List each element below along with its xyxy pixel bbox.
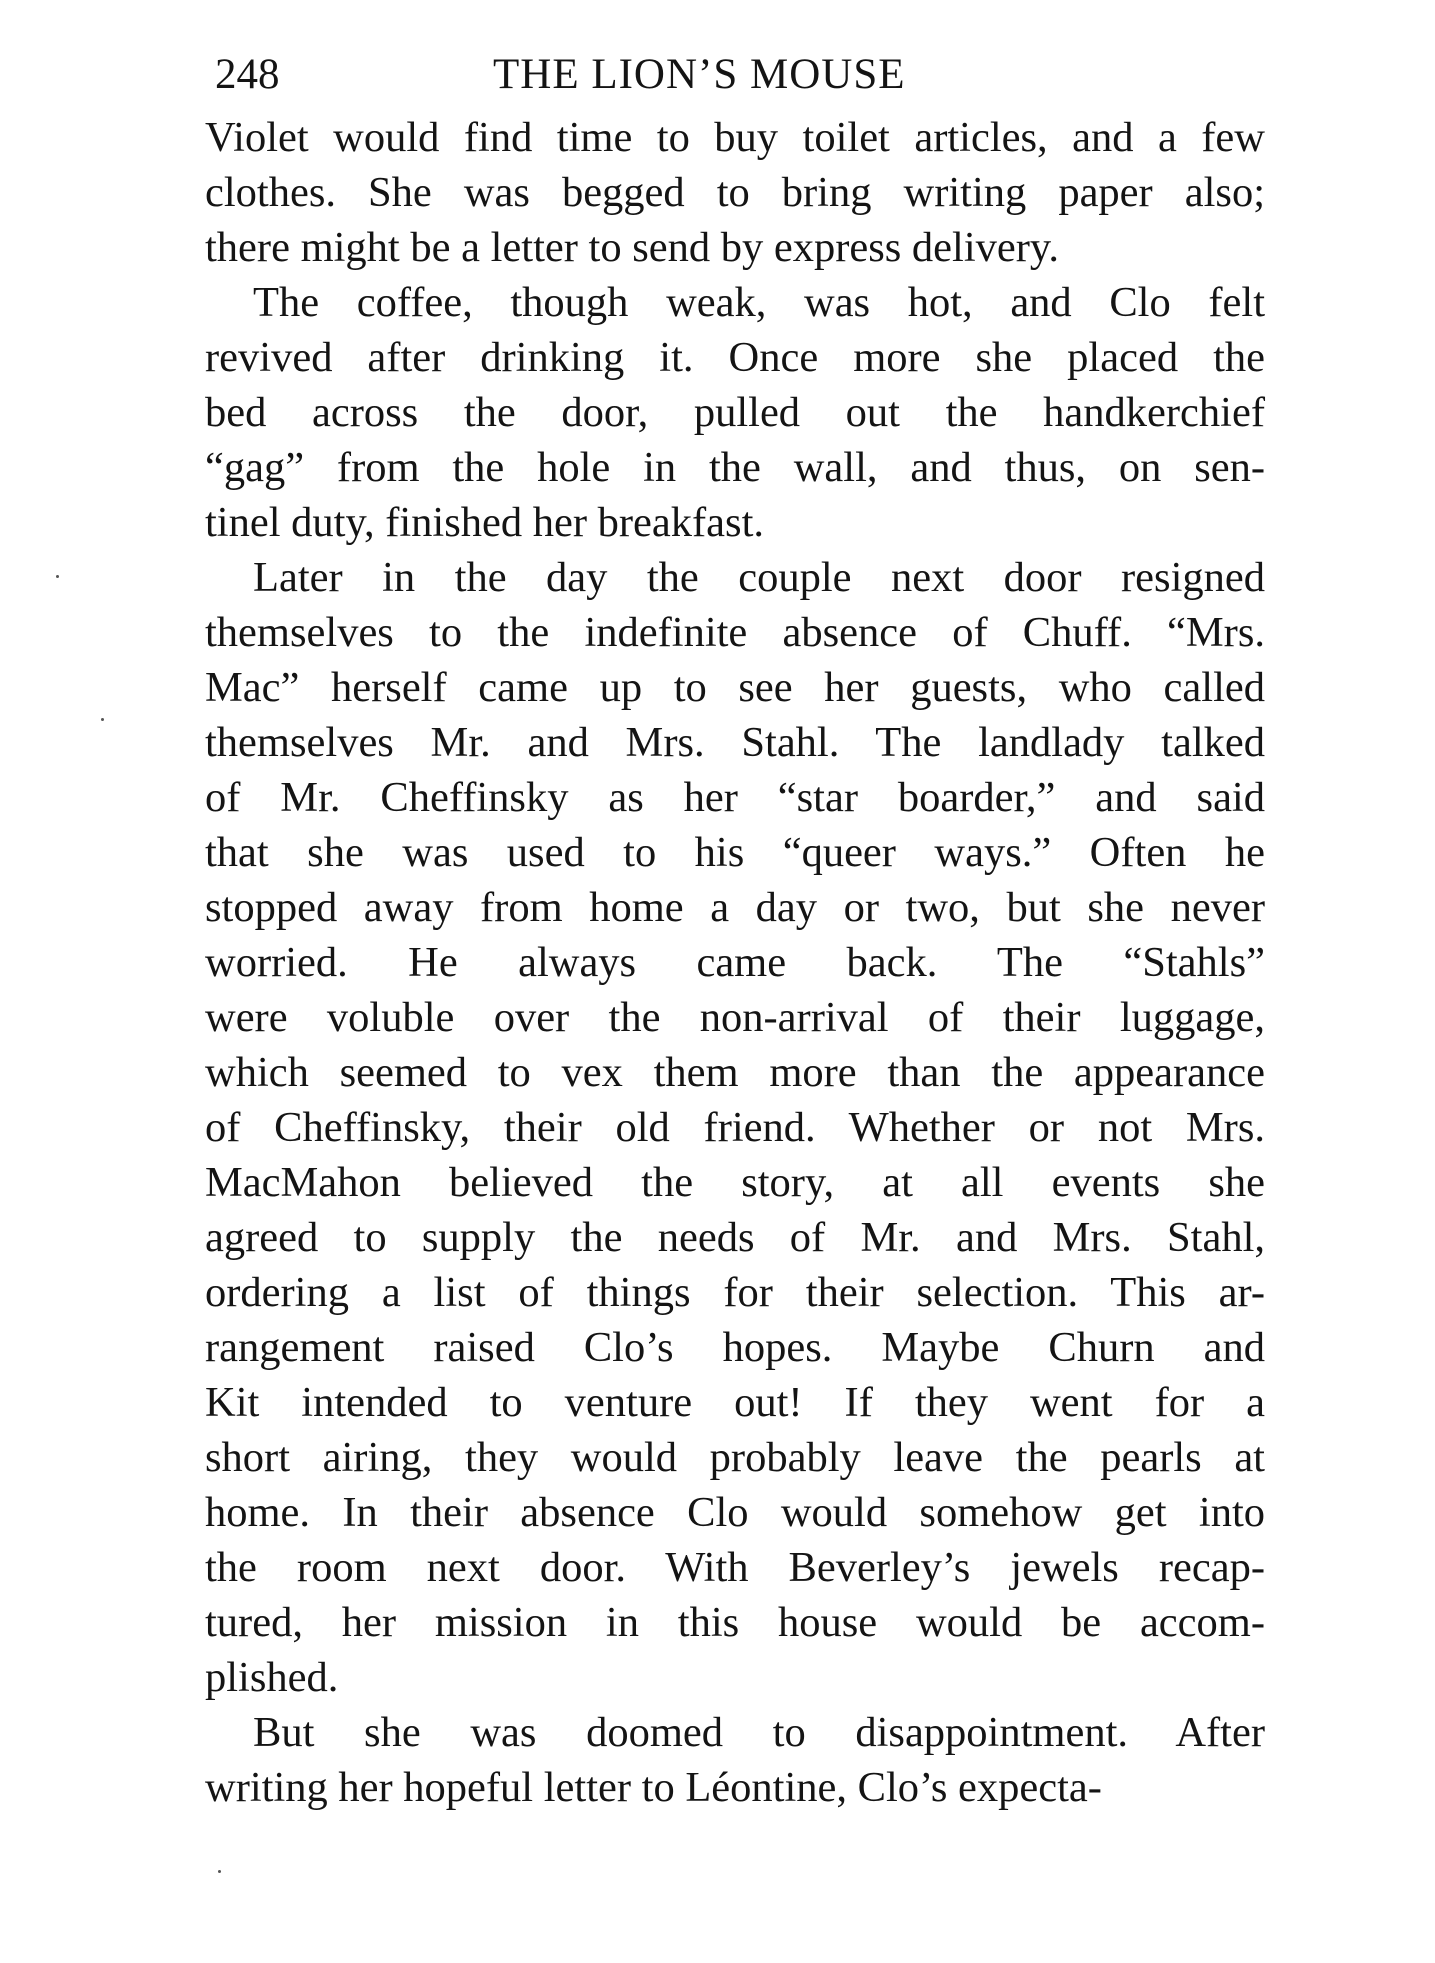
paragraph: [205, 110, 1265, 275]
text-line: MacMahon believed the story, at all events she: [205, 1159, 1265, 1206]
paragraph: [205, 275, 1265, 550]
text-line: ordering a list of things for their selection. This ar-: [205, 1269, 1265, 1316]
scan-speck: [101, 718, 104, 721]
text-line: Mac” herself came up to see her guests, who called: [205, 664, 1265, 711]
scan-speck: [56, 575, 59, 578]
text-line: Kit intended to venture out! If they went for a: [205, 1379, 1265, 1426]
text-line: were voluble over the non-arrival of their luggage,: [205, 994, 1265, 1041]
text-line: of Mr. Cheffinsky as her “star boarder,” and said: [205, 774, 1265, 821]
paragraph: [205, 1705, 1265, 1815]
text-line: Later in the day the couple next door resigned: [253, 554, 1265, 601]
scan-speck: [218, 1870, 221, 1873]
text-line: short airing, they would probably leave the pearls at: [205, 1434, 1265, 1481]
text-line: But she was doomed to disappointment. After: [253, 1709, 1265, 1756]
text-line: The coffee, though weak, was hot, and Clo felt: [253, 279, 1265, 326]
text-line: “gag” from the hole in the wall, and thus, on sen-: [205, 444, 1265, 491]
body-text: [205, 110, 1265, 1815]
text-line: themselves Mr. and Mrs. Stahl. The landlady talked: [205, 719, 1265, 766]
text-line: stopped away from home a day or two, but she never: [205, 884, 1265, 931]
text-line: the room next door. With Beverley’s jewels recap-: [205, 1544, 1265, 1591]
paragraph: [205, 550, 1265, 1705]
text-line: agreed to supply the needs of Mr. and Mrs. Stahl,: [205, 1214, 1265, 1261]
text-line: bed across the door, pulled out the handkerchief: [205, 389, 1265, 436]
text-line: revived after drinking it. Once more she placed the: [205, 334, 1265, 381]
text-line: tured, her mission in this house would be accom-: [205, 1599, 1265, 1646]
text-line: of Cheffinsky, their old friend. Whether or not Mrs.: [205, 1104, 1265, 1151]
running-title: THE LION’S MOUSE: [493, 51, 906, 98]
text-line: which seemed to vex them more than the appearance: [205, 1049, 1265, 1096]
page-number: 248: [215, 51, 280, 98]
text-line: rangement raised Clo’s hopes. Maybe Churn and: [205, 1324, 1265, 1371]
page-content: [205, 40, 1265, 1815]
running-header: [205, 40, 1265, 110]
text-line: tinel duty, finished her breakfast.: [205, 499, 765, 546]
text-line: that she was used to his “queer ways.” Often he: [205, 829, 1265, 876]
text-line: themselves to the indefinite absence of Chuff. “Mrs.: [205, 609, 1265, 656]
text-line: writing her hopeful letter to Léontine, Clo’s expecta-: [205, 1764, 1102, 1811]
text-line: worried. He always came back. The “Stahls”: [205, 939, 1265, 986]
text-line: there might be a letter to send by express delivery.: [205, 224, 1060, 271]
text-line: plished.: [205, 1654, 339, 1701]
text-line: home. In their absence Clo would somehow get into: [205, 1489, 1265, 1536]
text-line: Violet would find time to buy toilet articles, and a few: [205, 114, 1265, 161]
text-line: clothes. She was begged to bring writing paper also;: [205, 169, 1265, 216]
